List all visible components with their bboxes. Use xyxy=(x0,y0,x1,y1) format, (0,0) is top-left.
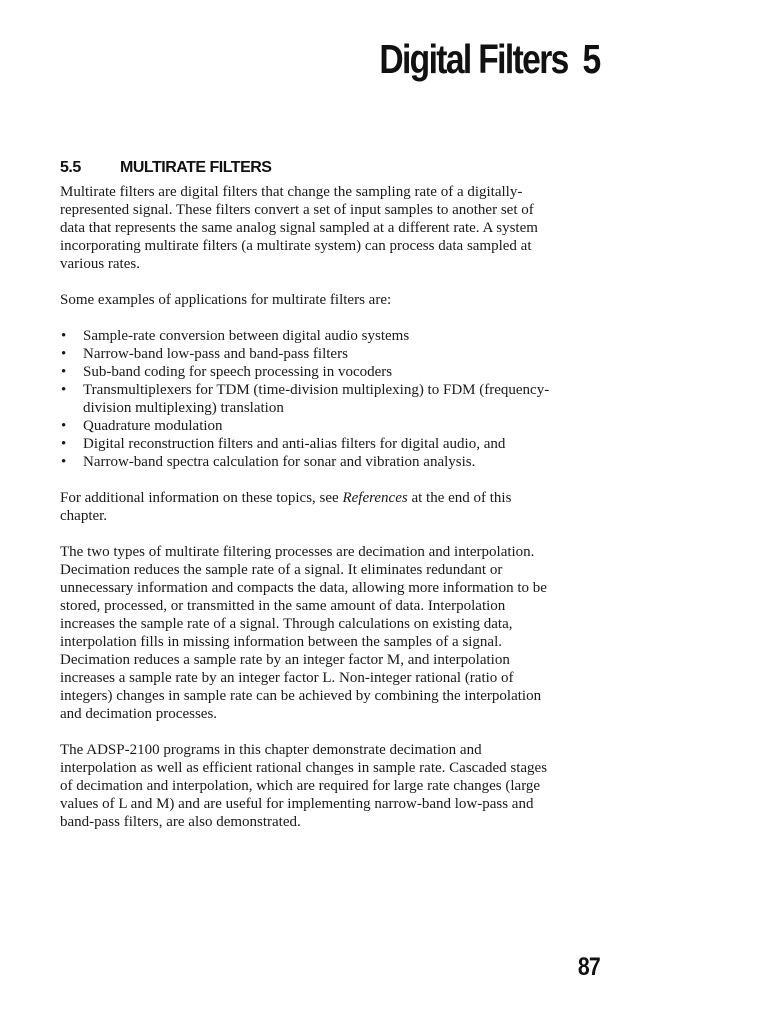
references-link-text: References xyxy=(342,490,408,506)
list-item: • Narrow-band low-pass and band-pass filters xyxy=(60,345,560,363)
section-body xyxy=(60,183,560,849)
intro-paragraph: Multirate filters are digital filters that change the sampling rate of a digitally-represented signal. These filters convert a set of input samples to another set of data that represents the same analog signal sampled at a different rate. A system incorporating multirate filters (a multirate system) can process data sampled at various rates. xyxy=(60,184,538,272)
list-item: • Transmultiplexers for TDM (time-division multiplexing) to FDM (frequency-division multiplexing) translation xyxy=(60,381,560,417)
references-paragraph xyxy=(60,489,560,525)
applications-list xyxy=(60,327,560,471)
examples-lead-paragraph: Some examples of applications for multirate filters are: xyxy=(60,292,392,308)
list-item: • Digital reconstruction filters and anti-alias filters for digital audio, and xyxy=(60,435,560,453)
references-text-before: For additional information on these topics, see xyxy=(60,490,343,506)
list-item: • Sub-band coding for speech processing in vocoders xyxy=(60,363,560,381)
programs-paragraph: The ADSP-2100 programs in this chapter demonstrate decimation and interpolation as well as efficient rational changes in sample rate. Cascaded stages of decimation and interpolation, which are required for large rate changes (large values of L and M) and are useful for implementing narrow-band low-pass and band-pass filters, are also demonstrated. xyxy=(60,742,548,830)
chapter-header xyxy=(380,36,600,83)
list-item: • Sample-rate conversion between digital audio systems xyxy=(60,327,560,345)
section-heading xyxy=(60,159,271,177)
page-number: 87 xyxy=(578,953,600,981)
references-text-after: at the end of this chapter. xyxy=(60,490,512,524)
chapter-title: Digital Filters xyxy=(379,36,569,82)
list-item: • Quadrature modulation xyxy=(60,417,560,435)
chapter-number: 5 xyxy=(582,36,600,82)
list-item: • Narrow-band spectra calculation for sonar and vibration analysis. xyxy=(60,453,560,471)
section-title: MULTIRATE FILTERS xyxy=(120,159,272,176)
section-number: 5.5 xyxy=(60,159,81,176)
types-paragraph: The two types of multirate filtering processes are decimation and interpolation. Decimation reduces the sample rate of a signal. It eliminates redundant or unnecessary information and compacts the data, allowing more information to be stored, processed, or transmitted in the same amount of data. Interpolation increases the sample rate of a signal. Through calculations on existing data, interpolation fills in missing information between the samples of a signal. Decimation reduces a sample rate by an integer factor M, and interpolation increases a sample rate by an integer factor L. Non-integer rational (ratio of integers) changes in sample rate can be achieved by combining the interpolation and decimation processes. xyxy=(60,544,547,722)
